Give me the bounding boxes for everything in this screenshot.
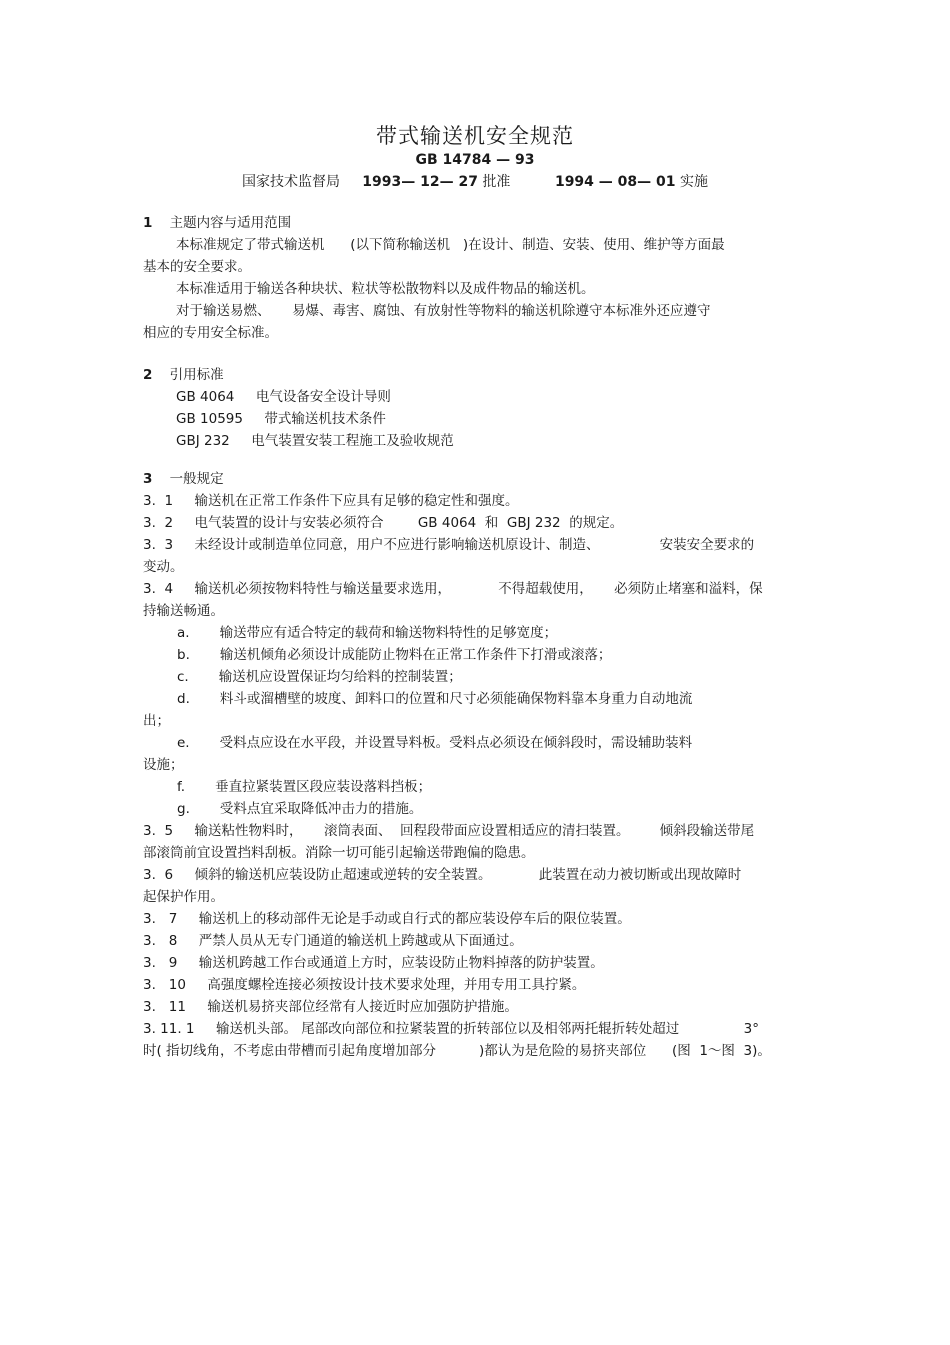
section-3-heading: 3 一般规定 xyxy=(143,471,224,487)
list-item-c: c. 输送机应设置保证均匀给料的控制装置； xyxy=(177,669,462,685)
reference-item: GB 4064 电气设备安全设计导则 xyxy=(176,389,391,405)
clause-3-4-cont: 持输送畅通。 xyxy=(143,603,224,619)
s1-paragraph-3: 对于输送易燃、 易爆、毒害、腐蚀、有放射性等物料的输送机除遵守本标准外还应遵守 xyxy=(176,303,711,319)
clause-3-11: 3. 11 输送机易挤夹部位经常有人接近时应加强防护措施。 xyxy=(143,999,518,1015)
issuer: 国家技术监督局 xyxy=(242,174,341,190)
implement-date: 1994 — 08— 01 xyxy=(554,174,676,190)
clause-3-3: 3. 3 未经设计或制造单位同意，用户不应进行影响输送机原设计、制造、 安装安全要求的 xyxy=(143,537,755,553)
reference-item: GBJ 232 电气装置安装工程施工及验收规范 xyxy=(176,433,454,449)
clause-3-1: 3. 1 输送机在正常工作条件下应具有足够的稳定性和强度。 xyxy=(143,493,519,509)
clause-3-3-cont: 变动。 xyxy=(143,559,184,575)
s1-paragraph-1-cont: 基本的安全要求。 xyxy=(143,259,251,275)
clause-3-5-cont: 部滚筒前宜设置挡料刮板。消除一切可能引起输送带跑偏的隐患。 xyxy=(143,845,535,861)
standard-number: GB 14784 — 93 xyxy=(415,152,535,168)
s1-paragraph-1: 本标准规定了带式输送机 (以下简称输送机 )在设计、制造、安装、使用、维护等方面最 xyxy=(176,237,725,253)
clause-3-4: 3. 4 输送机必须按物料特性与输送量要求选用， 不得超载使用， 必须防止堵塞和溢料，保 xyxy=(143,581,763,597)
document-body xyxy=(143,212,803,1062)
approve-date: 1993— 12— 27 xyxy=(362,174,478,190)
list-item-f: f. 垂直拉紧装置区段应装设落料挡板； xyxy=(177,779,432,795)
approve-word: 批准 xyxy=(482,174,511,190)
list-item-d: d. 料斗或溜槽壁的坡度、卸料口的位置和尺寸必须能确保物料靠本身重力自动地流 xyxy=(177,691,693,707)
section-2-heading: 2 引用标准 xyxy=(143,367,224,383)
list-item-a: a. 输送带应有适合特定的载荷和输送物料特性的足够宽度； xyxy=(177,625,558,641)
clause-3-11-1-cont: 时( 指切线角，不考虑由带槽而引起角度增加部分 )都认为是危险的易挤夹部位 (图 1～图 3)。 xyxy=(143,1043,771,1059)
implement-word: 实施 xyxy=(679,174,708,190)
clause-3-6-cont: 起保护作用。 xyxy=(143,889,224,905)
section-1-heading: 1 主题内容与适用范围 xyxy=(143,215,292,231)
reference-item: GB 10595 带式输送机技术条件 xyxy=(176,411,386,427)
clause-3-6: 3. 6 倾斜的输送机应装设防止超速或逆转的安全装置。 此装置在动力被切断或出现故障时 xyxy=(143,867,742,883)
clause-3-9: 3. 9 输送机跨越工作台或通道上方时，应装设防止物料掉落的防护装置。 xyxy=(143,955,604,971)
clause-3-2: 3. 2 电气装置的设计与安装必须符合 GB 4064 和 GBJ 232 的规定。 xyxy=(143,515,624,531)
list-item-g: g. 受料点宜采取降低冲击力的措施。 xyxy=(177,801,423,817)
list-item-b: b. 输送机倾角必须设计成能防止物料在正常工作条件下打滑或滚落； xyxy=(177,647,612,663)
approval-line xyxy=(0,171,950,191)
clause-3-10: 3. 10 高强度螺栓连接必须按设计技术要求处理，并用专用工具拧紧。 xyxy=(143,977,586,993)
clause-3-7: 3. 7 输送机上的移动部件无论是手动或自行式的都应装设停车后的限位装置。 xyxy=(143,911,631,927)
clause-3-11-1: 3. 11. 1 输送机头部。 尾部改向部位和拉紧装置的折转部位以及相邻两托辊折转处超过 3° xyxy=(143,1021,759,1037)
document-title: 带式输送机安全规范 xyxy=(376,124,574,148)
list-item-e: e. 受料点应设在水平段，并设置导料板。受料点必须设在倾斜段时，需设辅助装料 xyxy=(177,735,693,751)
clause-3-5: 3. 5 输送粘性物料时， 滚筒表面、 回程段带面应设置相适应的清扫装置。 倾斜段输送带尾 xyxy=(143,823,755,839)
s1-paragraph-2: 本标准适用于输送各种块状、粒状等松散物料以及成件物品的输送机。 xyxy=(176,281,595,297)
clause-3-8: 3. 8 严禁人员从无专门通道的输送机上跨越或从下面通过。 xyxy=(143,933,523,949)
list-item-d-cont: 出； xyxy=(143,713,170,729)
s1-paragraph-3-cont: 相应的专用安全标准。 xyxy=(143,325,278,341)
list-item-e-cont: 设施； xyxy=(143,757,184,773)
